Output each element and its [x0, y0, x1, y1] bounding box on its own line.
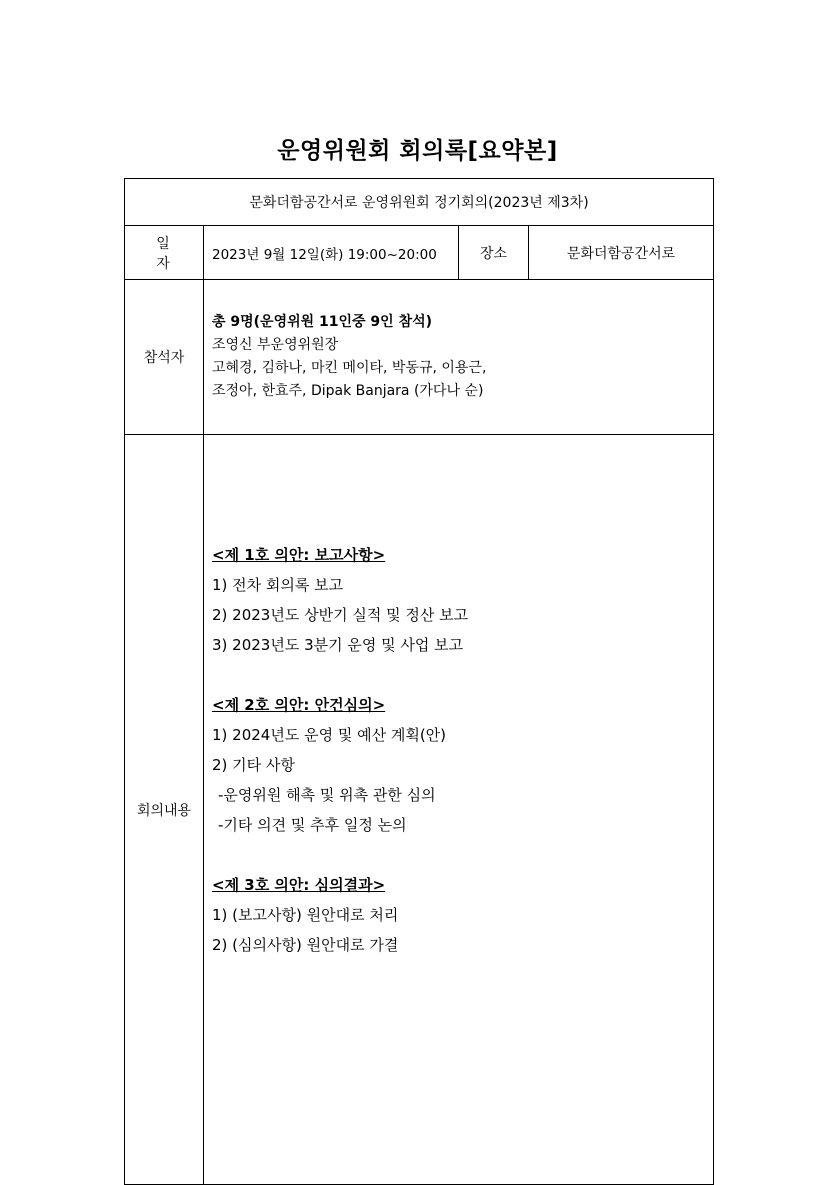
- document-title: 운영위원회 회의록[요약본]: [277, 138, 558, 164]
- agenda-subitem: -기타 의견 및 추후 일정 논의: [218, 816, 407, 834]
- agenda-item: 2) 기타 사항: [212, 756, 295, 774]
- agenda-heading: <제 3호 의안: 심의결과>: [212, 876, 386, 894]
- date-row: [125, 226, 714, 280]
- meeting-name-row: [125, 179, 714, 226]
- agenda-item: 1) (보고사항) 원안대로 처리: [212, 906, 399, 924]
- agenda-item: 1) 2024년도 운영 및 예산 계획(안): [212, 726, 447, 744]
- agenda-item: 2) 2023년도 상반기 실적 및 정산 보고: [212, 606, 469, 624]
- date-value: 2023년 9월 12일(화) 19:00~20:00: [204, 226, 459, 280]
- place-label: 장소: [459, 226, 529, 280]
- attendees-list: [204, 280, 714, 435]
- attendees-label: 참석자: [125, 280, 204, 435]
- attendees-row: [125, 280, 714, 435]
- attendees-total: 총 9명(운영위원 11인중 9인 참석): [212, 314, 433, 330]
- attendee-line: 고혜경, 김하나, 마킨 메이타, 박동규, 이용근,: [212, 360, 487, 376]
- meeting-content: [204, 435, 714, 1185]
- date-label: 일 자: [125, 226, 204, 280]
- agenda-heading: <제 2호 의안: 안건심의>: [212, 696, 386, 714]
- agenda-item: 3) 2023년도 3분기 운영 및 사업 보고: [212, 636, 464, 654]
- agenda-item: 1) 전차 회의록 보고: [212, 576, 344, 594]
- attendee-line: 조영신 부운영위원장: [212, 337, 339, 353]
- content-label: 회의내용: [125, 435, 204, 1185]
- attendee-line: 조정아, 한효주, Dipak Banjara (가다나 순): [212, 383, 484, 399]
- agenda-heading: <제 1호 의안: 보고사항>: [212, 546, 386, 564]
- meeting-name: 문화더함공간서로 운영위원회 정기회의(2023년 제3차): [125, 179, 714, 226]
- agenda-subitem: -운영위원 해촉 및 위촉 관한 심의: [218, 786, 436, 804]
- content-row: [125, 435, 714, 1185]
- place-value: 문화더함공간서로: [529, 226, 714, 280]
- minutes-table: [124, 178, 714, 1185]
- agenda-item: 2) (심의사항) 원안대로 가결: [212, 936, 399, 954]
